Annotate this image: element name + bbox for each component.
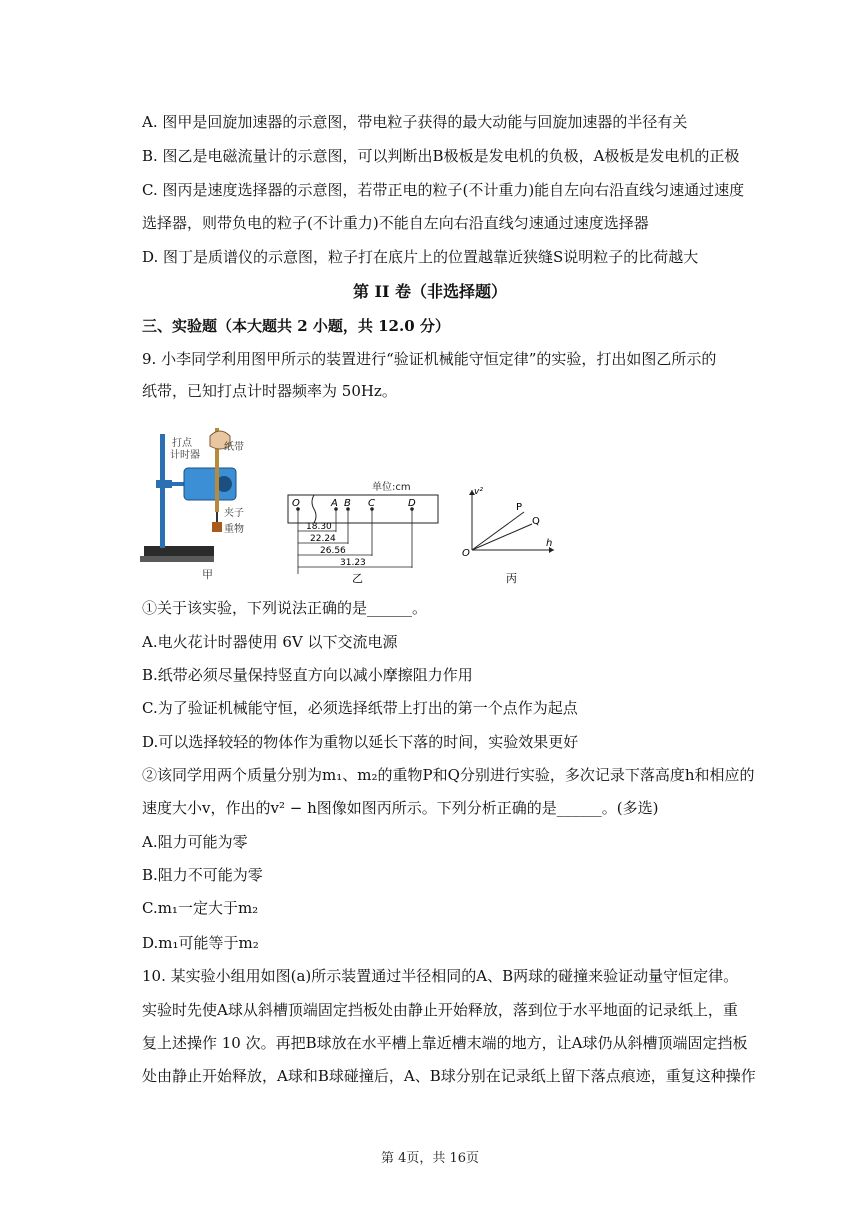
stand-base [144,546,214,556]
q9-figure-svg [140,428,560,588]
option-d-prev: D. 图丁是质谱仪的示意图，粒子打在底片上的位置越靠近狭缝S说明粒子的比荷越大 [142,248,699,266]
weight [212,522,222,532]
q9-part2-option-c: C.m₁一定大于m₂ [142,899,259,917]
tape-label-b: B [344,498,351,509]
q10-line2: 实验时先使A球从斜槽顶端固定挡板处由静止开始释放，落到位于水平地面的记录纸上，重 [142,1001,738,1019]
q9-stem-line2: 纸带，已知打点计时器频率为 50Hz。 [142,382,397,400]
stand-clamp [156,480,172,488]
dim-oa: 18.30 [306,522,332,532]
stand-rod [160,434,165,548]
option-c-prev-cont: 选择器，则带负电的粒子(不计重力)不能自左向右沿直线匀速通过速度选择器 [142,214,649,232]
q9-part2-line1: ②该同学用两个质量分别为m₁、m₂的重物P和Q分别进行实验，多次记录下落高度h和相应的 [142,766,755,784]
origin-label: O [462,548,470,559]
tape-label-c: C [368,498,375,509]
dim-oc: 26.56 [320,546,346,556]
line-label-q: Q [532,516,540,527]
option-c-prev: C. 图丙是速度选择器的示意图，若带正电的粒子(不计重力)能自左向右沿直线匀速通过速度 [142,181,745,199]
q9-part1-option-a: A.电火花计时器使用 6V 以下交流电源 [142,633,398,651]
line-label-p: P [516,502,523,513]
tape-break [312,495,316,523]
option-a-prev: A. 图甲是回旋加速器的示意图，带电粒子获得的最大动能与回旋加速器的半径有关 [142,113,688,131]
q9-stem-line1: 9. 小李同学利用图甲所示的装置进行“验证机械能守恒定律”的实验，打出如图乙所示的 [142,350,717,368]
figure-bing [462,487,554,585]
q9-part2-option-a: A.阻力可能为零 [142,833,248,851]
label-zhidai: 纸带 [224,442,244,453]
q9-part2-line2: 速度大小v，作出的v² − h图像如图丙所示。下列分析正确的是______。(多选) [142,799,659,817]
caption-jia: 甲 [202,568,213,581]
q9-part1: ①关于该实验，下列说法正确的是______。 [142,599,428,617]
q9-part1-option-c: C.为了验证机械能守恒，必须选择纸带上打出的第一个点作为起点 [142,699,578,717]
table-top [140,556,214,562]
page-footer: 第 4页，共 16页 [380,1151,480,1166]
tape-label-o: O [292,498,300,509]
q10-line4: 处由静止开始释放，A球和B球碰撞后，A、B球分别在记录纸上留下落点痕迹，重复这种操作 [142,1067,756,1085]
tape-label-a: A [331,498,338,509]
label-dadian: 打点 [172,438,192,449]
caption-yi: 乙 [352,572,363,585]
q9-part1-option-d: D.可以选择较轻的物体作为重物以延长下落的时间，实验效果更好 [142,733,579,751]
q9-part2-option-d: D.m₁可能等于m₂ [142,934,259,952]
figure-yi [288,480,438,585]
label-zhongwu: 重物 [224,524,244,535]
q9-figure [140,428,560,588]
axis-label-h: h [546,538,553,549]
tape-unit: 单位:cm [372,482,411,493]
dim-ob: 22.24 [310,534,336,544]
option-b-prev: B. 图乙是电磁流量计的示意图，可以判断出B极板是发电机的负极，A极板是发电机的正极 [142,147,740,165]
q10-line3: 复上述操作 10 次。再把B球放在水平槽上靠近槽末端的地方，让A球仍从斜槽顶端固定挡板 [142,1034,748,1052]
section-heading: 三、实验题（本大题共 2 小题，共 12.0 分） [142,317,450,335]
caption-bing: 丙 [506,572,517,585]
tape-label-d: D [408,498,416,509]
dim-od: 31.23 [340,558,366,568]
part-title: 第 II 卷（非选择题） [352,282,508,301]
q10-line1: 10. 某实验小组用如图(a)所示装置通过半径相同的A、B两球的碰撞来验证动量守恒定律。 [142,967,739,985]
q9-part1-option-b: B.纸带必须尽量保持竖直方向以减小摩擦阻力作用 [142,666,473,684]
q9-part2-option-b: B.阻力不可能为零 [142,866,263,884]
label-jiazi: 夹子 [224,508,244,519]
axis-label-v2: v² [474,487,483,497]
label-jishiqi: 计时器 [170,450,200,461]
figure-jia [140,428,244,581]
